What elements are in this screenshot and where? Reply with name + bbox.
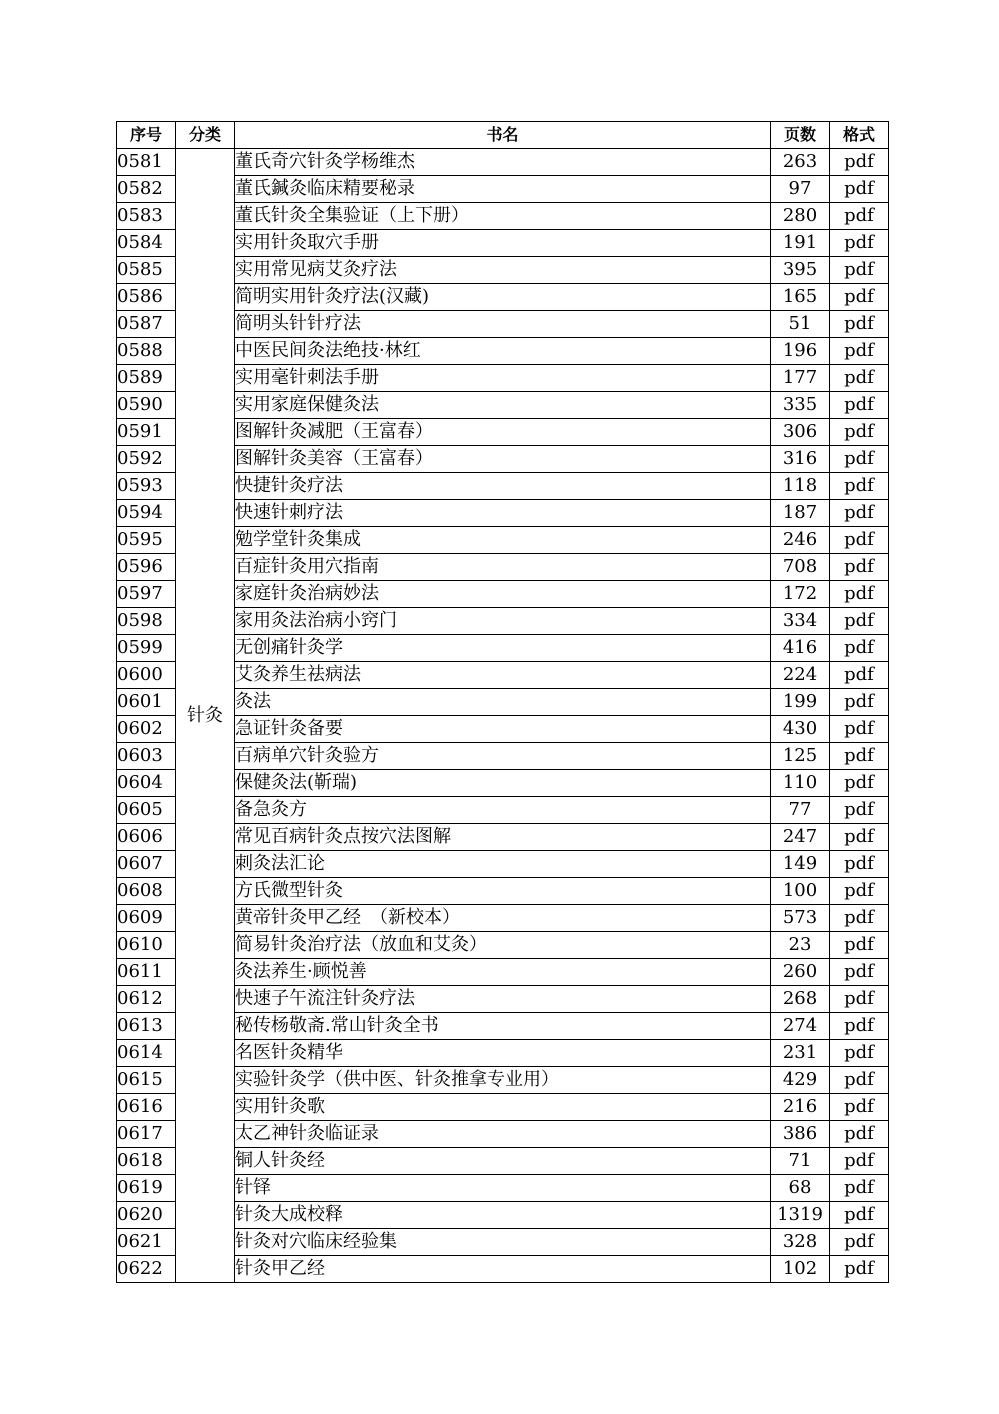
row-number: 0616 bbox=[117, 1094, 176, 1121]
row-number: 0618 bbox=[117, 1148, 176, 1175]
book-title: 保健灸法(靳瑞) bbox=[235, 770, 771, 797]
row-number: 0600 bbox=[117, 662, 176, 689]
page-count: 77 bbox=[771, 797, 830, 824]
row-number: 0585 bbox=[117, 257, 176, 284]
row-number: 0602 bbox=[117, 716, 176, 743]
book-title: 实用家庭保健灸法 bbox=[235, 392, 771, 419]
book-title: 勉学堂针灸集成 bbox=[235, 527, 771, 554]
row-number: 0621 bbox=[117, 1229, 176, 1256]
row-number: 0596 bbox=[117, 554, 176, 581]
page-count: 68 bbox=[771, 1175, 830, 1202]
file-format: pdf bbox=[830, 1121, 889, 1148]
page-count: 224 bbox=[771, 662, 830, 689]
file-format: pdf bbox=[830, 392, 889, 419]
row-number: 0597 bbox=[117, 581, 176, 608]
row-number: 0612 bbox=[117, 986, 176, 1013]
table-row bbox=[117, 149, 889, 176]
file-format: pdf bbox=[830, 581, 889, 608]
book-title: 董氏针灸全集验证（上下册） bbox=[235, 203, 771, 230]
file-format: pdf bbox=[830, 689, 889, 716]
row-number: 0606 bbox=[117, 824, 176, 851]
book-title: 百病单穴针灸验方 bbox=[235, 743, 771, 770]
book-list-table bbox=[116, 121, 889, 1283]
page-count: 71 bbox=[771, 1148, 830, 1175]
book-title: 备急灸方 bbox=[235, 797, 771, 824]
row-number: 0599 bbox=[117, 635, 176, 662]
book-title: 针铎 bbox=[235, 1175, 771, 1202]
row-number: 0584 bbox=[117, 230, 176, 257]
file-format: pdf bbox=[830, 959, 889, 986]
file-format: pdf bbox=[830, 1175, 889, 1202]
file-format: pdf bbox=[830, 1094, 889, 1121]
file-format: pdf bbox=[830, 635, 889, 662]
page-count: 110 bbox=[771, 770, 830, 797]
file-format: pdf bbox=[830, 338, 889, 365]
book-title: 刺灸法汇论 bbox=[235, 851, 771, 878]
page-count: 316 bbox=[771, 446, 830, 473]
book-title: 无创痛针灸学 bbox=[235, 635, 771, 662]
file-format: pdf bbox=[830, 419, 889, 446]
page-count: 97 bbox=[771, 176, 830, 203]
page-count: 429 bbox=[771, 1067, 830, 1094]
page-count: 216 bbox=[771, 1094, 830, 1121]
header-title: 书名 bbox=[235, 122, 771, 149]
row-number: 0598 bbox=[117, 608, 176, 635]
page-count: 386 bbox=[771, 1121, 830, 1148]
file-format: pdf bbox=[830, 878, 889, 905]
file-format: pdf bbox=[830, 149, 889, 176]
row-number: 0604 bbox=[117, 770, 176, 797]
row-number: 0617 bbox=[117, 1121, 176, 1148]
page-count: 231 bbox=[771, 1040, 830, 1067]
row-number: 0583 bbox=[117, 203, 176, 230]
book-title: 名医针灸精华 bbox=[235, 1040, 771, 1067]
file-format: pdf bbox=[830, 1148, 889, 1175]
category-cell: 针灸 bbox=[176, 149, 235, 1283]
page-count: 416 bbox=[771, 635, 830, 662]
file-format: pdf bbox=[830, 554, 889, 581]
page-count: 196 bbox=[771, 338, 830, 365]
book-title: 快速子午流注针灸疗法 bbox=[235, 986, 771, 1013]
page-count: 177 bbox=[771, 365, 830, 392]
file-format: pdf bbox=[830, 1067, 889, 1094]
file-format: pdf bbox=[830, 770, 889, 797]
row-number: 0610 bbox=[117, 932, 176, 959]
file-format: pdf bbox=[830, 500, 889, 527]
file-format: pdf bbox=[830, 905, 889, 932]
row-number: 0615 bbox=[117, 1067, 176, 1094]
row-number: 0595 bbox=[117, 527, 176, 554]
book-title: 简明头针针疗法 bbox=[235, 311, 771, 338]
page-count: 573 bbox=[771, 905, 830, 932]
page-count: 260 bbox=[771, 959, 830, 986]
book-title: 简明实用针灸疗法(汉藏) bbox=[235, 284, 771, 311]
page-count: 51 bbox=[771, 311, 830, 338]
row-number: 0620 bbox=[117, 1202, 176, 1229]
book-title: 家庭针灸治病妙法 bbox=[235, 581, 771, 608]
book-title: 董氏奇穴针灸学杨维杰 bbox=[235, 149, 771, 176]
book-title: 董氏鍼灸临床精要秘录 bbox=[235, 176, 771, 203]
page-count: 191 bbox=[771, 230, 830, 257]
book-title: 简易针灸治疗法（放血和艾灸） bbox=[235, 932, 771, 959]
book-title: 秘传杨敬斋.常山针灸全书 bbox=[235, 1013, 771, 1040]
file-format: pdf bbox=[830, 743, 889, 770]
book-title: 针灸甲乙经 bbox=[235, 1256, 771, 1283]
row-number: 0619 bbox=[117, 1175, 176, 1202]
row-number: 0581 bbox=[117, 149, 176, 176]
page-count: 125 bbox=[771, 743, 830, 770]
book-title: 方氏微型针灸 bbox=[235, 878, 771, 905]
header-format: 格式 bbox=[830, 122, 889, 149]
page-count: 187 bbox=[771, 500, 830, 527]
page-count: 247 bbox=[771, 824, 830, 851]
row-number: 0582 bbox=[117, 176, 176, 203]
row-number: 0614 bbox=[117, 1040, 176, 1067]
book-title: 太乙神针灸临证录 bbox=[235, 1121, 771, 1148]
book-title: 快速针刺疗法 bbox=[235, 500, 771, 527]
page-count: 280 bbox=[771, 203, 830, 230]
book-title: 实验针灸学（供中医、针灸推拿专业用） bbox=[235, 1067, 771, 1094]
book-title: 急证针灸备要 bbox=[235, 716, 771, 743]
row-number: 0592 bbox=[117, 446, 176, 473]
row-number: 0589 bbox=[117, 365, 176, 392]
row-number: 0590 bbox=[117, 392, 176, 419]
page-count: 149 bbox=[771, 851, 830, 878]
page-count: 1319 bbox=[771, 1202, 830, 1229]
book-title: 实用常见病艾灸疗法 bbox=[235, 257, 771, 284]
row-number: 0587 bbox=[117, 311, 176, 338]
page-count: 430 bbox=[771, 716, 830, 743]
file-format: pdf bbox=[830, 176, 889, 203]
file-format: pdf bbox=[830, 662, 889, 689]
file-format: pdf bbox=[830, 608, 889, 635]
page-count: 274 bbox=[771, 1013, 830, 1040]
row-number: 0609 bbox=[117, 905, 176, 932]
row-number: 0586 bbox=[117, 284, 176, 311]
page-count: 328 bbox=[771, 1229, 830, 1256]
file-format: pdf bbox=[830, 1040, 889, 1067]
file-format: pdf bbox=[830, 797, 889, 824]
book-title: 图解针灸美容（王富春） bbox=[235, 446, 771, 473]
file-format: pdf bbox=[830, 230, 889, 257]
file-format: pdf bbox=[830, 446, 889, 473]
row-number: 0601 bbox=[117, 689, 176, 716]
table-header-row bbox=[117, 122, 889, 149]
file-format: pdf bbox=[830, 203, 889, 230]
page-count: 102 bbox=[771, 1256, 830, 1283]
book-title: 铜人针灸经 bbox=[235, 1148, 771, 1175]
page-count: 199 bbox=[771, 689, 830, 716]
page-count: 335 bbox=[771, 392, 830, 419]
row-number: 0613 bbox=[117, 1013, 176, 1040]
file-format: pdf bbox=[830, 851, 889, 878]
file-format: pdf bbox=[830, 932, 889, 959]
row-number: 0593 bbox=[117, 473, 176, 500]
row-number: 0588 bbox=[117, 338, 176, 365]
file-format: pdf bbox=[830, 311, 889, 338]
row-number: 0594 bbox=[117, 500, 176, 527]
file-format: pdf bbox=[830, 1202, 889, 1229]
file-format: pdf bbox=[830, 257, 889, 284]
book-title: 百症针灸用穴指南 bbox=[235, 554, 771, 581]
book-title: 实用针灸取穴手册 bbox=[235, 230, 771, 257]
row-number: 0622 bbox=[117, 1256, 176, 1283]
table-body bbox=[117, 149, 889, 1283]
book-title: 灸法 bbox=[235, 689, 771, 716]
page-count: 100 bbox=[771, 878, 830, 905]
book-title: 常见百病针灸点按穴法图解 bbox=[235, 824, 771, 851]
file-format: pdf bbox=[830, 527, 889, 554]
page-count: 165 bbox=[771, 284, 830, 311]
file-format: pdf bbox=[830, 1229, 889, 1256]
book-title: 黄帝针灸甲乙经 （新校本） bbox=[235, 905, 771, 932]
file-format: pdf bbox=[830, 716, 889, 743]
file-format: pdf bbox=[830, 473, 889, 500]
book-title: 艾灸养生祛病法 bbox=[235, 662, 771, 689]
page-count: 118 bbox=[771, 473, 830, 500]
book-title: 快捷针灸疗法 bbox=[235, 473, 771, 500]
page-count: 268 bbox=[771, 986, 830, 1013]
page-count: 246 bbox=[771, 527, 830, 554]
header-no: 序号 bbox=[117, 122, 176, 149]
page-count: 23 bbox=[771, 932, 830, 959]
page-count: 172 bbox=[771, 581, 830, 608]
page-count: 334 bbox=[771, 608, 830, 635]
file-format: pdf bbox=[830, 824, 889, 851]
file-format: pdf bbox=[830, 986, 889, 1013]
row-number: 0591 bbox=[117, 419, 176, 446]
header-category: 分类 bbox=[176, 122, 235, 149]
book-title: 针灸大成校释 bbox=[235, 1202, 771, 1229]
row-number: 0611 bbox=[117, 959, 176, 986]
book-title: 图解针灸减肥（王富春） bbox=[235, 419, 771, 446]
file-format: pdf bbox=[830, 365, 889, 392]
book-title: 实用毫针刺法手册 bbox=[235, 365, 771, 392]
row-number: 0608 bbox=[117, 878, 176, 905]
page-count: 395 bbox=[771, 257, 830, 284]
file-format: pdf bbox=[830, 284, 889, 311]
book-title: 中医民间灸法绝技·林红 bbox=[235, 338, 771, 365]
page-count: 708 bbox=[771, 554, 830, 581]
book-title: 灸法养生·顾悦善 bbox=[235, 959, 771, 986]
book-title: 家用灸法治病小窍门 bbox=[235, 608, 771, 635]
row-number: 0603 bbox=[117, 743, 176, 770]
header-pages: 页数 bbox=[771, 122, 830, 149]
book-title: 实用针灸歌 bbox=[235, 1094, 771, 1121]
file-format: pdf bbox=[830, 1256, 889, 1283]
page-count: 263 bbox=[771, 149, 830, 176]
row-number: 0605 bbox=[117, 797, 176, 824]
book-title: 针灸对穴临床经验集 bbox=[235, 1229, 771, 1256]
file-format: pdf bbox=[830, 1013, 889, 1040]
row-number: 0607 bbox=[117, 851, 176, 878]
page-count: 306 bbox=[771, 419, 830, 446]
